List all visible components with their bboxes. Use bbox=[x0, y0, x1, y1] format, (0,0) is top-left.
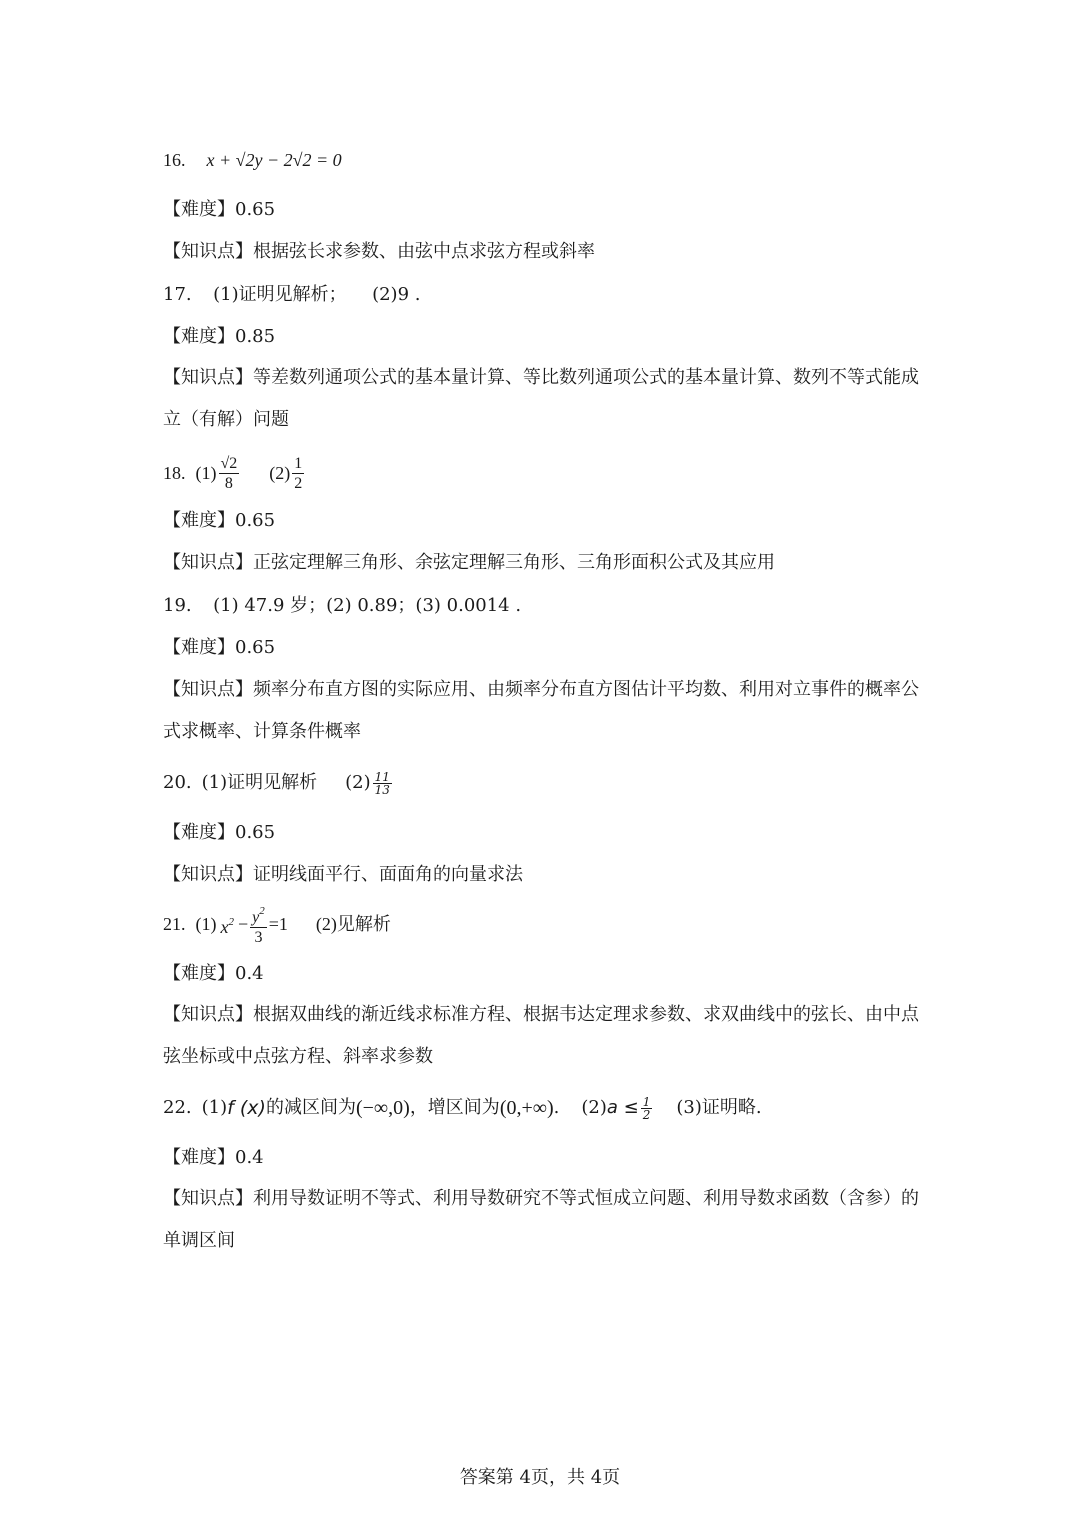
q21-part1-label: (1) bbox=[195, 914, 217, 934]
q20-part2-label: (2) bbox=[345, 772, 371, 793]
q22-part3: (3)证明略. bbox=[676, 1097, 762, 1118]
knowledge-text: 根据双曲线的渐近线求标准方程、根据韦达定理求参数、求双曲线中的弦长、由中点弦坐标或中点弦方程、斜率求参数 bbox=[163, 1004, 919, 1067]
fraction-numerator: 1 bbox=[642, 1094, 651, 1109]
question-number: 22. bbox=[163, 1097, 192, 1118]
knowledge-text: 正弦定理解三角形、余弦定理解三角形、三角形面积公式及其应用 bbox=[253, 552, 775, 573]
fraction-numerator: √2 bbox=[220, 454, 238, 472]
knowledge-label: 【知识点】 bbox=[163, 1004, 253, 1025]
fraction-denominator: 3 bbox=[254, 928, 263, 946]
difficulty-value: 0.65 bbox=[235, 199, 276, 220]
q21-x-squared: $x^2$ bbox=[220, 915, 234, 937]
q22-increasing-text: ，增区间为 bbox=[409, 1097, 500, 1118]
q20-knowledge bbox=[163, 863, 930, 887]
difficulty-value: 0.65 bbox=[235, 822, 276, 843]
question-number: 16. bbox=[163, 150, 186, 170]
q19-knowledge bbox=[163, 669, 930, 753]
q20-part2-fraction bbox=[373, 771, 392, 796]
knowledge-text: 频率分布直方图的实际应用、由频率分布直方图估计平均数、利用对立事件的概率公式求概率、计算条件概率 bbox=[163, 679, 919, 742]
knowledge-label: 【知识点】 bbox=[163, 1188, 253, 1209]
q22-answer-line bbox=[163, 1090, 930, 1126]
difficulty-label: 【难度】 bbox=[163, 510, 235, 531]
difficulty-label: 【难度】 bbox=[163, 1147, 235, 1168]
knowledge-text: 等差数列通项公式的基本量计算、等比数列通项公式的基本量计算、数列不等式能成立（有解）问题 bbox=[163, 367, 919, 430]
difficulty-label: 【难度】 bbox=[163, 326, 235, 347]
difficulty-value: 0.4 bbox=[235, 1147, 264, 1168]
q19-difficulty bbox=[163, 636, 930, 660]
q21-answer-line bbox=[163, 901, 930, 947]
question-number: 19. bbox=[163, 595, 192, 616]
q22-decreasing-text: 的减区间为 bbox=[265, 1097, 356, 1118]
difficulty-label: 【难度】 bbox=[163, 822, 235, 843]
q21-equals: =1 bbox=[268, 914, 288, 934]
q21-difficulty bbox=[163, 962, 930, 986]
q19-answer-line bbox=[163, 594, 930, 618]
q20-answer-line bbox=[163, 765, 930, 801]
q18-part1-fraction bbox=[219, 454, 240, 493]
knowledge-text: 证明线面平行、面面角的向量求法 bbox=[253, 864, 523, 885]
question-number: 20. bbox=[163, 772, 192, 793]
question-number: 18. bbox=[163, 463, 186, 483]
knowledge-label: 【知识点】 bbox=[163, 241, 253, 262]
q20-part1: (1)证明见解析 bbox=[201, 772, 318, 793]
q16-answer: x + √2y − 2√2 = 0 bbox=[206, 150, 342, 170]
q21-part2: (2)见解析 bbox=[315, 914, 391, 934]
fraction-denominator: 13 bbox=[374, 782, 390, 797]
q18-difficulty bbox=[163, 509, 930, 533]
knowledge-text: 根据弦长求参数、由弦中点求弦方程或斜率 bbox=[253, 241, 595, 262]
knowledge-label: 【知识点】 bbox=[163, 367, 253, 388]
q22-part1-label: (1) bbox=[201, 1097, 228, 1118]
q18-part2-fraction bbox=[292, 454, 304, 493]
q22-interval-decreasing: (−∞,0) bbox=[355, 1097, 410, 1119]
knowledge-label: 【知识点】 bbox=[163, 864, 253, 885]
q22-part2-expr: a ≤ bbox=[606, 1097, 639, 1118]
fraction-numerator: 1 bbox=[294, 454, 303, 472]
q17-difficulty bbox=[163, 325, 930, 349]
question-number: 17. bbox=[163, 284, 192, 305]
q22-period: . bbox=[553, 1097, 560, 1118]
difficulty-value: 0.65 bbox=[235, 637, 276, 658]
q20-difficulty bbox=[163, 821, 930, 845]
fraction-numerator: $y^2$ bbox=[250, 902, 267, 928]
q18-part2-label: (2) bbox=[269, 463, 291, 483]
q21-knowledge bbox=[163, 994, 930, 1078]
q16-knowledge bbox=[163, 240, 930, 264]
q16-difficulty bbox=[163, 198, 930, 222]
q16-answer-line bbox=[163, 148, 930, 172]
minus-sign: − bbox=[238, 914, 249, 934]
q17-knowledge bbox=[163, 357, 930, 441]
difficulty-value: 0.65 bbox=[235, 510, 276, 531]
q22-part2-label: (2) bbox=[581, 1097, 607, 1118]
difficulty-label: 【难度】 bbox=[163, 199, 235, 220]
q17-answer-line bbox=[163, 283, 930, 307]
q17-part1: (1)证明见解析； bbox=[213, 284, 347, 305]
fraction-denominator: 2 bbox=[294, 474, 303, 492]
fraction-denominator: 2 bbox=[642, 1107, 651, 1122]
fraction-denominator: 8 bbox=[224, 474, 233, 492]
question-number: 21. bbox=[163, 914, 186, 934]
page-footer: 答案第 4页，共 4页 bbox=[459, 1467, 621, 1488]
fraction-numerator: 11 bbox=[374, 769, 390, 784]
q21-y-fraction bbox=[250, 902, 267, 947]
q22-interval-increasing: (0,+∞) bbox=[499, 1097, 554, 1119]
q18-part1-label: (1) bbox=[195, 463, 217, 483]
knowledge-text: 利用导数证明不等式、利用导数研究不等式恒成立问题、利用导数求函数（含参）的单调区间 bbox=[163, 1188, 919, 1251]
q19-answer: (1) 47.9 岁；(2) 0.89；(3) 0.0014 . bbox=[213, 595, 522, 616]
q18-knowledge bbox=[163, 551, 930, 575]
knowledge-label: 【知识点】 bbox=[163, 679, 253, 700]
q22-difficulty bbox=[163, 1146, 930, 1170]
q18-answer-line bbox=[163, 450, 930, 496]
q17-part2: (2)9 . bbox=[372, 284, 421, 305]
difficulty-value: 0.4 bbox=[235, 963, 264, 984]
difficulty-label: 【难度】 bbox=[163, 963, 235, 984]
q22-part2-fraction bbox=[641, 1096, 653, 1121]
knowledge-label: 【知识点】 bbox=[163, 552, 253, 573]
difficulty-value: 0.85 bbox=[235, 326, 276, 347]
difficulty-label: 【难度】 bbox=[163, 637, 235, 658]
q22-function: f (x) bbox=[227, 1097, 266, 1119]
q22-knowledge bbox=[163, 1178, 930, 1262]
